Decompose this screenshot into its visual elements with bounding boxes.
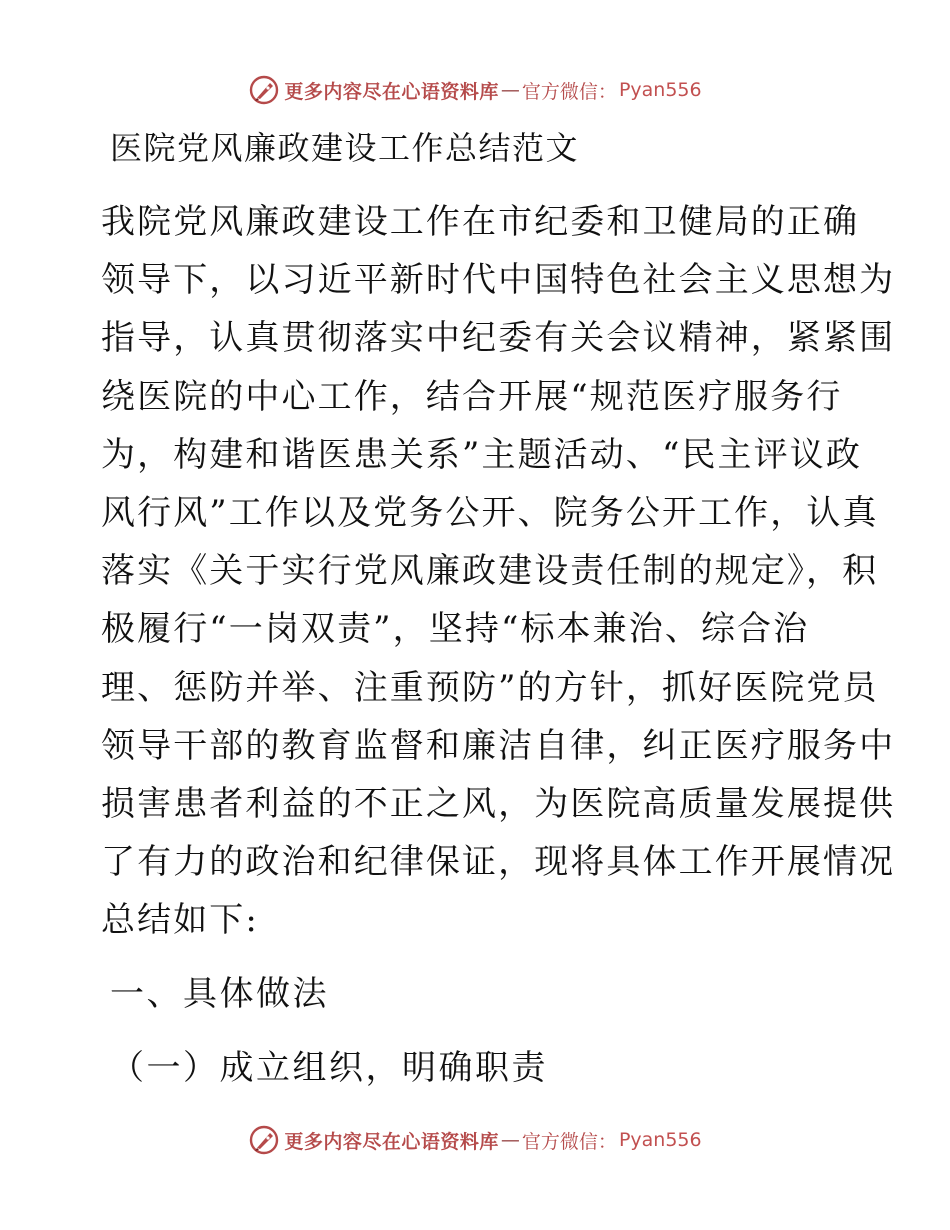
paragraph-line: 领导干部的教育监督和廉洁自律，纠正医疗服务中 — [101, 725, 896, 766]
document-paragraph — [101, 193, 896, 949]
subsection-heading: （一）成立组织，明确职责 — [110, 1048, 548, 1088]
quill-pen-circle-icon — [248, 74, 280, 106]
paragraph-line: 理、惩防并举、注重预防”的方针，抓好医院党员 — [101, 667, 879, 708]
watermark-dash: — — [500, 79, 520, 101]
paragraph-line: 我院党风廉政建设工作在市纪委和卫健局的正确 — [101, 202, 860, 242]
paragraph-line: 损害患者利益的不正之风，为医院高质量发展提供 — [101, 783, 896, 824]
watermark-brand: 更多内容尽在心语资料库 — [284, 80, 499, 103]
watermark-wechat-label: 官方微信： — [521, 80, 617, 103]
header-watermark — [0, 70, 950, 110]
quill-pen-circle-icon — [248, 1124, 280, 1156]
paragraph-line: 落实《关于实行党风廉政建设责任制的规定》，积 — [101, 551, 879, 592]
paragraph-line: 了有力的政治和纪律保证，现将具体工作开展情况 — [101, 842, 896, 883]
footer-watermark — [0, 1120, 950, 1160]
paragraph-line: 绕医院的中心工作，结合开展“规范医疗服务行 — [101, 376, 843, 417]
watermark-wechat-label: 官方微信： — [521, 1130, 617, 1153]
paragraph-line: 为，构建和谐医患关系”主题活动、“民主评议政 — [101, 434, 862, 475]
paragraph-line: 领导下，以习近平新时代中国特色社会主义思想为 — [101, 260, 896, 301]
paragraph-line: 指导，认真贯彻落实中纪委有关会议精神，紧紧围 — [101, 318, 896, 359]
paragraph-line: 风行风”工作以及党务公开、院务公开工作，认真 — [101, 492, 879, 533]
watermark-brand: 更多内容尽在心语资料库 — [284, 1130, 499, 1153]
watermark-wechat-account: Pyan556 — [618, 1129, 702, 1151]
paragraph-line: 极履行“一岗双责”，坚持“标本兼治、综合治 — [101, 609, 810, 650]
section-heading: 一、具体做法 — [110, 974, 329, 1014]
paragraph-line: 总结如下: — [101, 900, 259, 941]
watermark-dash: — — [500, 1129, 520, 1151]
document-title: 医院党风廉政建设工作总结范文 — [110, 129, 580, 167]
watermark-wechat-account: Pyan556 — [618, 79, 702, 101]
